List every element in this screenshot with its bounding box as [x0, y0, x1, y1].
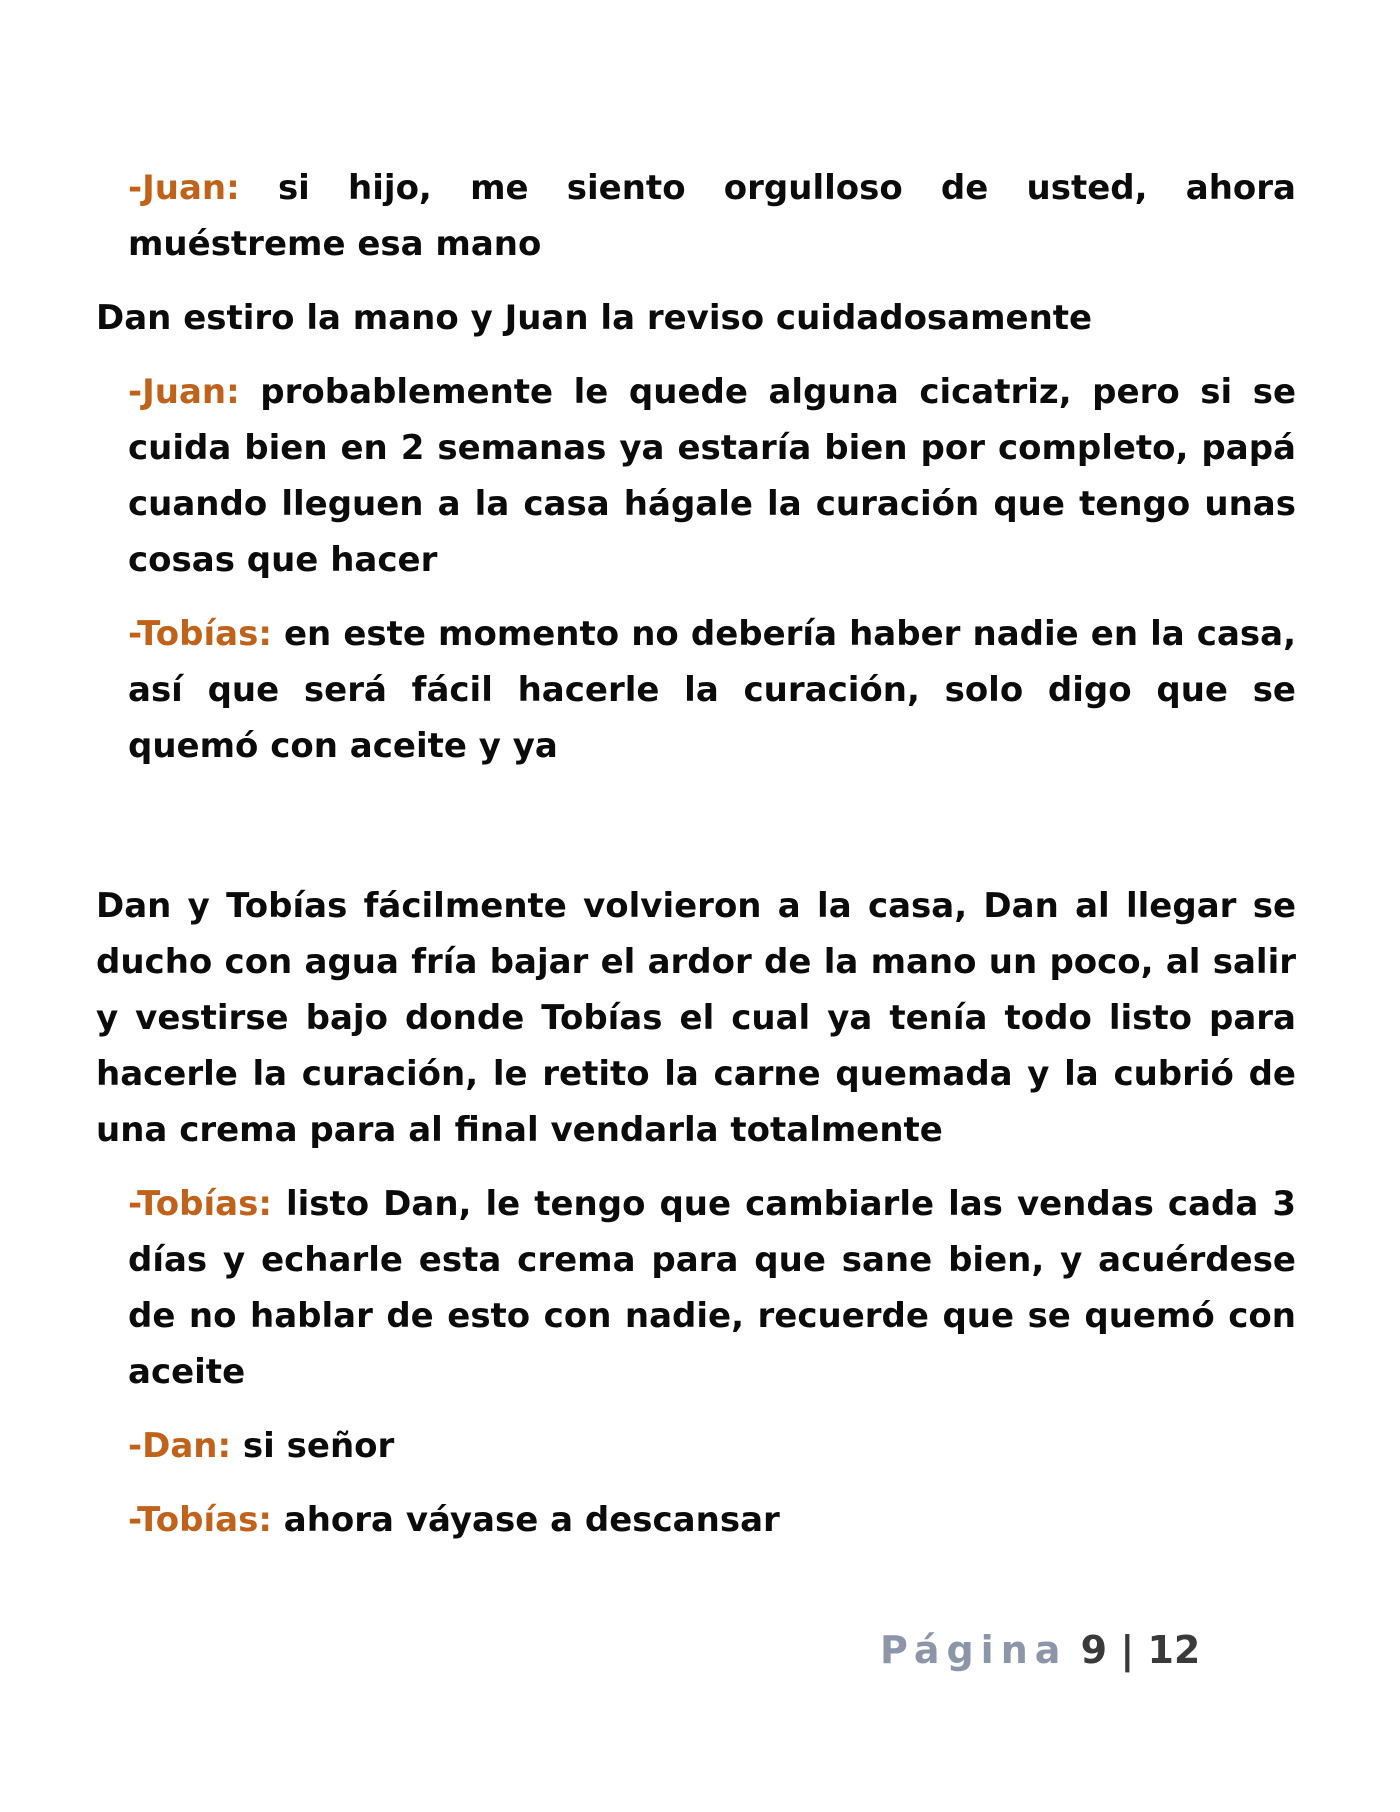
- page-number-footer: [880, 1628, 1200, 1672]
- narration-text: Dan y Tobías fácilmente volvieron a la casa, Dan al llegar se ducho con agua fría bajar el ardor de la mano un poco, al salir y vestirse bajo donde Tobías el cual ya tenía todo listo para hacerle la curación, le retito la carne quemada y la cubrió de una crema para al final vendarla totalmente: [96, 886, 1296, 1150]
- dialogue-text: probablemente le quede alguna cicatriz, pero si se cuida bien en 2 semanas ya estaría bien por completo, papá cuando lleguen a la casa hágale la curación que tengo unas cosas que hacer: [128, 372, 1296, 580]
- dialogue-paragraph: [96, 1176, 1296, 1400]
- dialogue-text: si señor: [231, 1426, 395, 1466]
- speaker-label: -Tobías:: [128, 614, 272, 654]
- dialogue-paragraph: [96, 364, 1296, 588]
- dialogue-paragraph: [96, 160, 1296, 272]
- dialogue-paragraph: [96, 1418, 1296, 1474]
- narration-paragraph: [96, 878, 1296, 1158]
- dialogue-text: si hijo, me siento orgulloso de usted, ahora muéstreme esa mano: [128, 168, 1296, 264]
- speaker-label: -Juan:: [128, 168, 240, 208]
- dialogue-text: ahora váyase a descansar: [271, 1500, 780, 1540]
- paragraph-gap: [96, 792, 1296, 878]
- page-label: Página: [880, 1628, 1068, 1672]
- dialogue-paragraph: [96, 1492, 1296, 1548]
- narration-paragraph: [96, 290, 1296, 346]
- current-page-number: 9: [1080, 1628, 1108, 1672]
- narration-text: Dan estiro la mano y Juan la reviso cuidadosamente: [96, 298, 1093, 338]
- dialogue-text: listo Dan, le tengo que cambiarle las vendas cada 3 días y echarle esta crema para que sane bien, y acuérdese de no hablar de esto con nadie, recuerde que se quemó con aceite: [128, 1184, 1296, 1392]
- dialogue-text: en este momento no debería haber nadie en la casa, así que será fácil hacerle la curación, solo digo que se quemó con aceite y ya: [128, 614, 1296, 766]
- page-separator: |: [1120, 1628, 1135, 1672]
- speaker-label: -Juan:: [128, 372, 240, 412]
- speaker-label: -Tobías:: [128, 1184, 272, 1224]
- speaker-label: -Dan:: [128, 1426, 232, 1466]
- speaker-label: -Tobías:: [128, 1500, 272, 1540]
- total-pages-number: 12: [1147, 1628, 1201, 1672]
- document-body: [96, 160, 1296, 1566]
- dialogue-paragraph: [96, 606, 1296, 774]
